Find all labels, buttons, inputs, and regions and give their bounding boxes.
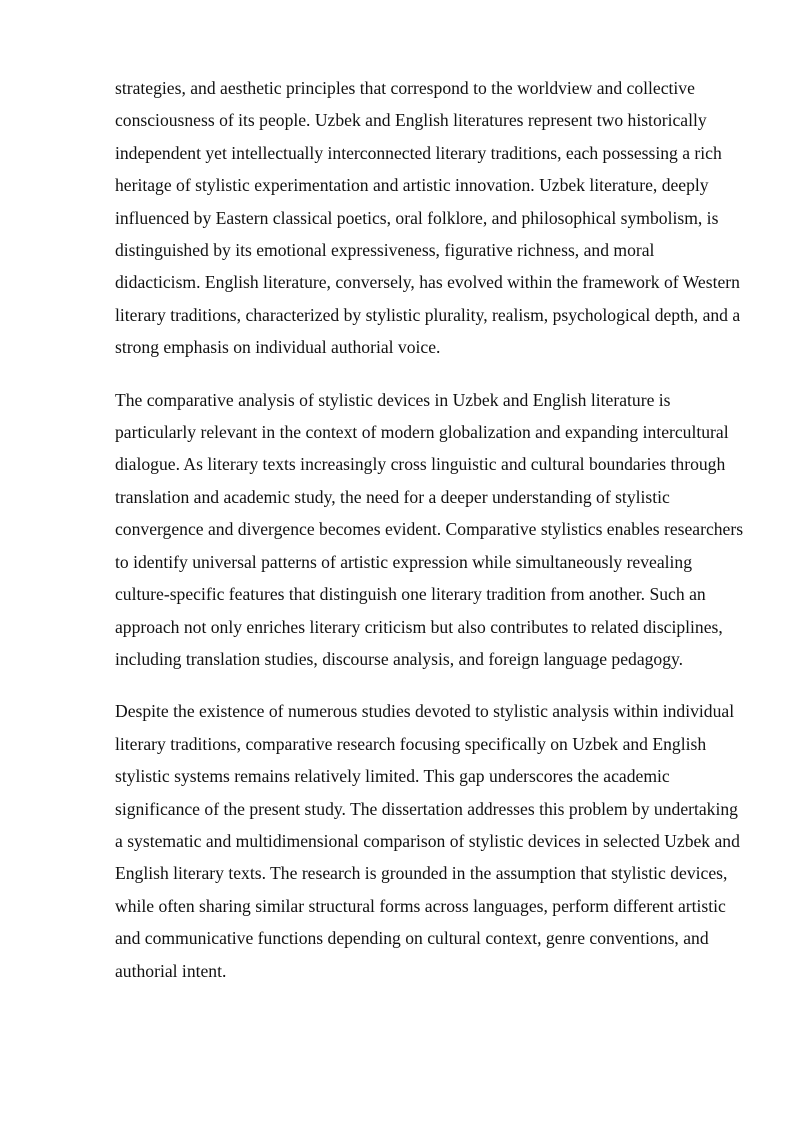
paragraph-2: The comparative analysis of stylistic devices in Uzbek and English literature is particularly relevant in the context of modern globalization and expanding intercultural dialogue. As literary texts increasingly cross linguistic and cultural boundaries through translation and academic study, the need for a deeper understanding of stylistic convergence and divergence becomes evident. Comparative stylistics enables researchers to identify universal patterns of artistic expression while simultaneously revealing culture-specific features that distinguish one literary tradition from another. Such an approach not only enriches literary criticism but also contributes to related disciplines, including translation studies, discourse analysis, and foreign language pedagogy. — [115, 389, 744, 669]
paragraph-3: Despite the existence of numerous studies devoted to stylistic analysis within individual literary traditions, comparative research focusing specifically on Uzbek and English stylistic systems remains relatively limited. This gap underscores the academic significance of the present study. The dissertation addresses this problem by undertaking a systematic and multidimensional comparison of stylistic devices in selected Uzbek and English literary texts. The research is grounded in the assumption that stylistic devices, while often sharing similar structural forms across languages, perform different artistic and communicative functions depending on cultural context, genre conventions, and authorial intent. — [115, 701, 740, 981]
paragraph-1: strategies, and aesthetic principles that correspond to the worldview and collective consciousness of its people. Uzbek and English literatures represent two historically independent yet intellectually interconnected literary traditions, each possessing a rich heritage of stylistic experimentation and artistic innovation. Uzbek literature, deeply influenced by Eastern classical poetics, oral folklore, and philosophical symbolism, is distinguished by its emotional expressiveness, figurative richness, and moral didacticism. English literature, conversely, has evolved within the framework of Western literary traditions, characterized by stylistic plurality, realism, psychological depth, and a strong emphasis on individual authorial voice. — [115, 78, 741, 358]
